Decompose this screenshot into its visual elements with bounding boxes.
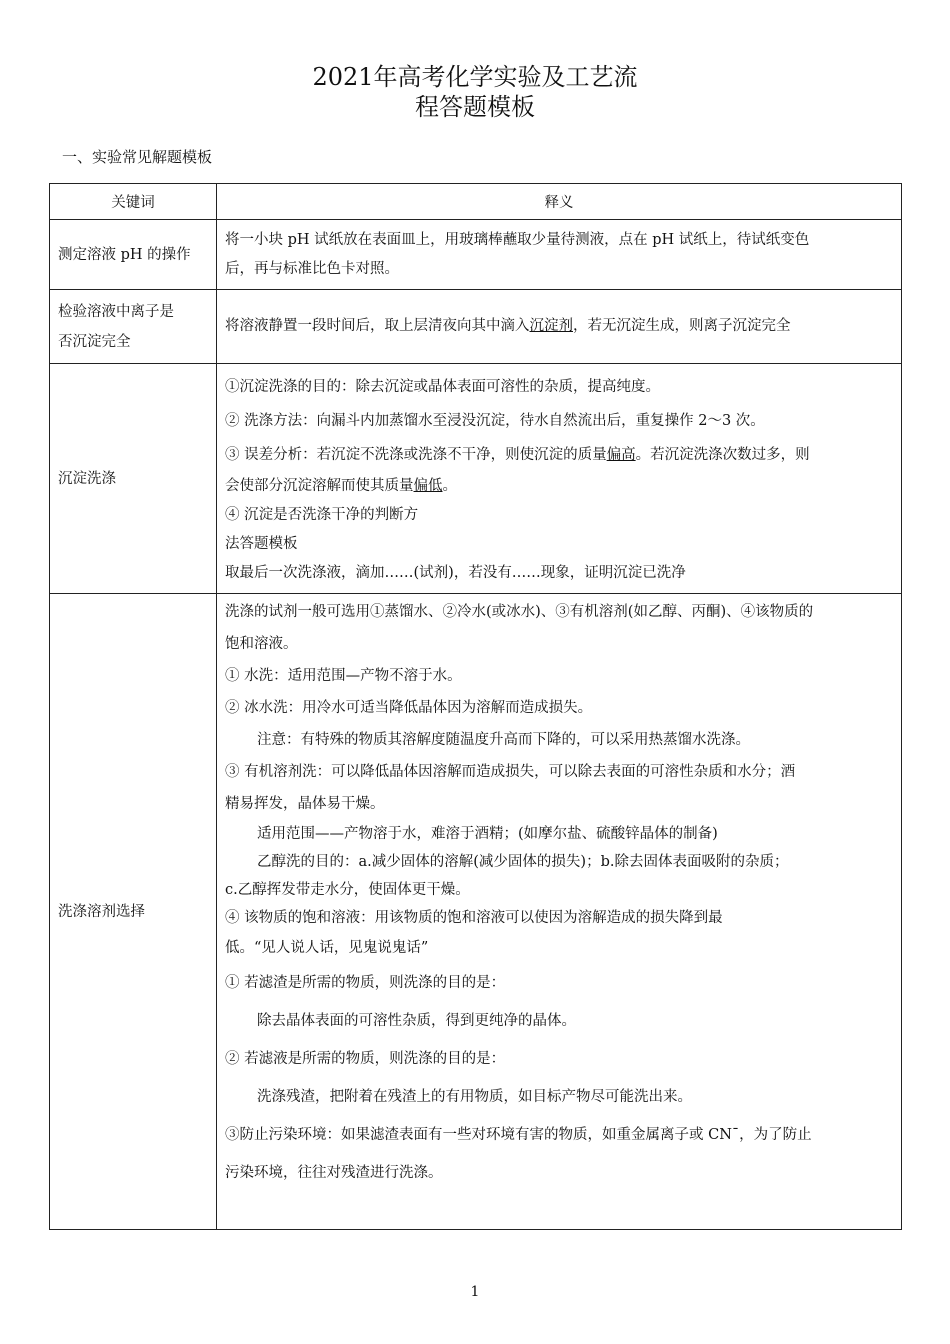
table-row	[50, 594, 902, 1230]
text-line: ② 洗涤方法：向漏斗内加蒸馏水至浸没沉淀，待水自然流出后，重复操作 2～3 次。	[225, 412, 765, 429]
row-keyword	[50, 290, 217, 364]
text-line: 取最后一次洗涤液，滴加……(试剂)，若没有……现象，证明沉淀已洗净	[225, 564, 686, 581]
header-keyword: 关键词	[50, 184, 217, 220]
template-table	[49, 183, 902, 1230]
text-line: ① 水洗：适用范围—产物不溶于水。	[225, 668, 462, 684]
text-fragment: 。若沉淀洗涤次数过多，则	[635, 446, 810, 463]
text-line: 乙醇洗的目的：a.减少固体的溶解(减少固体的损失)；b.除去固体表面吸附的杂质；	[257, 854, 789, 870]
text-line	[225, 438, 893, 472]
text-line: 后，再与标准比色卡对照。	[225, 260, 399, 277]
text-line: 精易挥发，晶体易干燥。	[225, 796, 385, 812]
text-line: 洗涤的试剂一般可选用①蒸馏水、②冷水(或冰水)、③有机溶剂(如乙醇、丙酮)、④该物质的	[225, 604, 814, 620]
row-meaning	[217, 594, 902, 1230]
text-line: 饱和溶液。	[225, 636, 298, 652]
text-fragment: 会使部分沉淀溶解而使其质量	[225, 477, 414, 494]
title-line-2: 程答题模板	[415, 93, 535, 121]
text-line: 低。“见人说人话，见鬼说鬼话”	[225, 940, 429, 956]
text-line: ① 若滤渣是所需的物质，则洗涤的目的是：	[225, 975, 506, 991]
text-fragment: 将溶液静置一段时间后，取上层清夜向其中滴入	[225, 318, 530, 334]
row-meaning	[217, 290, 902, 364]
text-fragment: ③ 误差分析：若沉淀不洗涤或洗涤不干净，则使沉淀的质量	[225, 446, 607, 463]
text-line: ② 若滤液是所需的物质，则洗涤的目的是：	[225, 1051, 506, 1067]
row-keyword: 洗涤溶剂选择	[50, 594, 217, 1230]
title-line-1: 2021年高考化学实验及工艺流	[312, 63, 638, 91]
underlined-term: 偏低	[413, 477, 443, 494]
text-fragment: 。	[442, 477, 457, 494]
text-line: 除去晶体表面的可溶性杂质，得到更纯净的晶体。	[257, 1013, 576, 1029]
text-fragment: ，若无沉淀生成，则离子沉淀完全	[573, 318, 791, 334]
text-line: 适用范围——产物溶于水，难溶于酒精；(如摩尔盐、硫酸锌晶体的制备)	[257, 826, 718, 842]
text-line	[225, 312, 893, 341]
table-header-row	[50, 184, 902, 220]
text-line: ④ 该物质的饱和溶液：用该物质的饱和溶液可以使因为溶解造成的损失降到最	[225, 910, 723, 926]
text-line: c.乙醇挥发带走水分，使固体更干燥。	[225, 882, 470, 898]
keyword-line: 否沉淀完全	[58, 333, 131, 350]
header-meaning: 释义	[217, 184, 902, 220]
section-heading: 一、实验常见解题模板	[62, 148, 213, 166]
underlined-term: 偏高	[606, 446, 636, 463]
text-line: ③防止污染环境：如果滤渣表面有一些对环境有害的物质，如重金属离子或 CN¯，为了防止	[225, 1127, 812, 1143]
text-line: ④ 沉淀是否洗涤干净的判断方	[225, 506, 419, 523]
underlined-term: 沉淀剂	[529, 318, 573, 334]
text-line: 洗涤残渣，把附着在残渣上的有用物质，如目标产物尽可能洗出来。	[257, 1089, 692, 1105]
text-line: ①沉淀洗涤的目的：除去沉淀或晶体表面可溶性的杂质，提高纯度。	[225, 378, 660, 395]
keyword-line: 检验溶液中离子是	[58, 303, 174, 320]
row-meaning	[217, 220, 902, 290]
table-row	[50, 290, 902, 364]
row-keyword: 沉淀洗涤	[50, 364, 217, 594]
text-line	[225, 472, 893, 501]
row-meaning	[217, 364, 902, 594]
text-line: ③ 有机溶剂洗：可以降低晶体因溶解而造成损失，可以除去表面的可溶性杂质和水分；酒	[225, 764, 796, 780]
text-line: 注意：有特殊的物质其溶解度随温度升高而下降的，可以采用热蒸馏水洗涤。	[257, 732, 750, 748]
page-number: 1	[470, 1284, 480, 1300]
table-row	[50, 220, 902, 290]
text-line: 法答题模板	[225, 535, 298, 552]
text-line: ② 冰水洗：用冷水可适当降低晶体因为溶解而造成损失。	[225, 700, 593, 716]
text-line: 将一小块 pH 试纸放在表面皿上，用玻璃棒蘸取少量待测液，点在 pH 试纸上，待试纸变色	[225, 231, 810, 248]
table-row	[50, 364, 902, 594]
document-title	[0, 62, 950, 122]
row-keyword: 测定溶液 pH 的操作	[50, 220, 217, 290]
text-line: 污染环境，往往对残渣进行洗涤。	[225, 1165, 443, 1181]
